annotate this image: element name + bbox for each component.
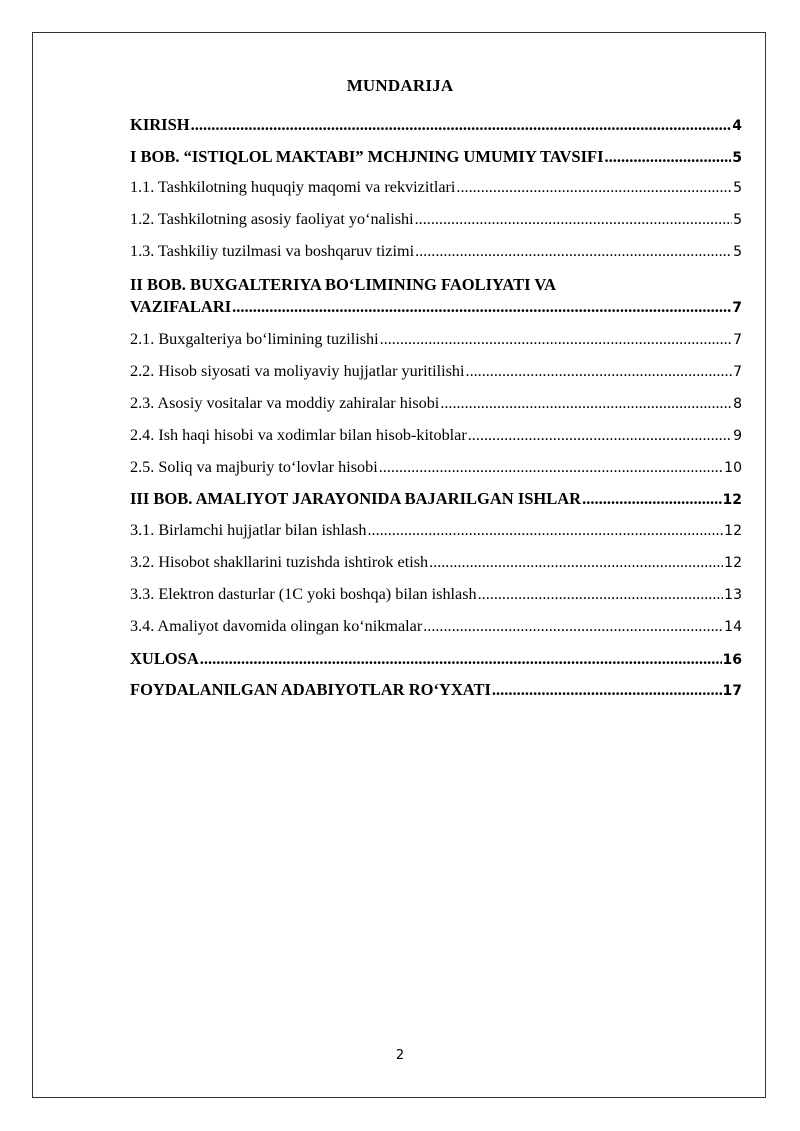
toc-entry-label: 3.4. Amaliyot davomida olingan ko‘nikmalar [130,617,423,635]
toc-entry-page: 5 [732,150,742,166]
toc-entry-section-2-5[interactable] [130,458,742,489]
toc-entry-section-3-2[interactable] [130,553,742,585]
toc-entry-page: 5 [733,180,742,196]
toc-leader [423,617,723,636]
toc-entry-label: KIRISH [130,115,190,134]
page-title: MUNDARIJA [346,76,454,95]
toc-entry-chapter-1[interactable] [130,147,742,178]
toc-entry-label: 1.3. Tashkiliy tuzilmasi va boshqaruv tizimi [130,242,415,260]
toc-entry-page: 8 [733,396,742,412]
toc-entry-label: III BOB. AMALIYOT JARAYONIDA BAJARILGAN ISHLAR [130,489,582,508]
toc-leader [379,458,723,477]
toc-entry-label: 2.2. Hisob siyosati va moliyaviy hujjatlar yuritilishi [130,362,465,380]
toc-entry-page: 16 [722,652,742,668]
toc-entry-page: 4 [732,118,742,134]
toc-entry-section-1-3[interactable] [130,242,742,275]
toc-entry-section-3-4[interactable] [130,617,742,649]
toc-entry-label: 2.5. Soliq va majburiy to‘lovlar hisobi [130,458,378,476]
table-of-contents [130,115,742,712]
toc-entry-page: 5 [733,212,742,228]
toc-entry-line2 [130,297,742,317]
toc-entry-section-1-2[interactable] [130,210,742,242]
toc-entry-label: 1.1. Tashkilotning huquqiy maqomi va rekvizitlari [130,178,456,196]
toc-entry-label: I BOB. “ISTIQLOL MAKTABI” MCHJNING UMUMIY TAVSIFI [130,147,604,166]
toc-entry-label: 2.1. Buxgalteriya bo‘limining tuzilishi [130,330,379,348]
toc-leader [191,115,732,135]
toc-entry-page: 12 [724,555,742,571]
toc-entry-label: VAZIFALARI [130,297,232,316]
toc-entry-section-2-1[interactable] [130,330,742,362]
toc-entry-label: 2.4. Ish haqi hisobi va xodimlar bilan hisob-kitoblar [130,426,467,444]
toc-entry-label: 1.2. Tashkilotning asosiy faoliyat yo‘nalishi [130,210,414,228]
toc-leader [456,178,732,197]
toc-entry-section-2-3[interactable] [130,394,742,426]
toc-entry-section-3-1[interactable] [130,521,742,553]
toc-entry-section-1-1[interactable] [130,178,742,210]
toc-entry-page: 5 [733,244,742,260]
toc-entry-page: 10 [724,460,742,476]
toc-entry-page: 12 [722,492,742,508]
toc-leader [478,585,724,604]
toc-entry-page: 12 [724,523,742,539]
toc-entry-page: 7 [733,364,742,380]
toc-entry-section-2-4[interactable] [130,426,742,458]
toc-leader [468,426,732,445]
toc-entry-references[interactable] [130,680,742,712]
toc-entry-xulosa[interactable] [130,649,742,680]
toc-entry-page: 14 [724,619,742,635]
toc-entry-chapter-2[interactable] [130,275,742,330]
toc-entry-label: 2.3. Asosiy vositalar va moddiy zahiralar hisobi [130,394,440,412]
toc-leader [200,649,722,669]
toc-leader [415,210,732,229]
toc-entry-page: 17 [722,683,742,699]
toc-leader [466,362,733,381]
toc-entry-label: FOYDALANILGAN ADABIYOTLAR RO‘YXATI [130,680,491,699]
toc-entry-section-2-2[interactable] [130,362,742,394]
toc-entry-label-line1: II BOB. BUXGALTERIYA BO‘LIMINING FAOLIYATI VA [130,275,557,294]
toc-leader [367,521,723,540]
toc-leader [415,242,732,261]
page-number: 2 [395,1048,405,1063]
toc-entry-label: XULOSA [130,649,199,668]
toc-entry-kirish[interactable] [130,115,742,147]
toc-leader [380,330,732,349]
toc-entry-label: 3.2. Hisobot shakllarini tuzishda ishtirok etish [130,553,429,571]
toc-entry-label: 3.1. Birlamchi hujjatlar bilan ishlash [130,521,367,539]
toc-entry-section-3-3[interactable] [130,585,742,617]
toc-leader [492,680,722,700]
toc-leader [605,147,732,167]
toc-entry-page: 9 [733,428,742,444]
toc-leader [429,553,723,572]
toc-entry-page: 13 [724,587,742,603]
toc-leader [232,297,731,317]
toc-entry-page: 7 [732,300,742,316]
toc-entry-chapter-3[interactable] [130,489,742,521]
toc-leader [440,394,732,413]
toc-entry-page: 7 [733,332,742,348]
toc-leader [582,489,721,509]
toc-entry-label: 3.3. Elektron dasturlar (1C yoki boshqa) bilan ishlash [130,585,477,603]
